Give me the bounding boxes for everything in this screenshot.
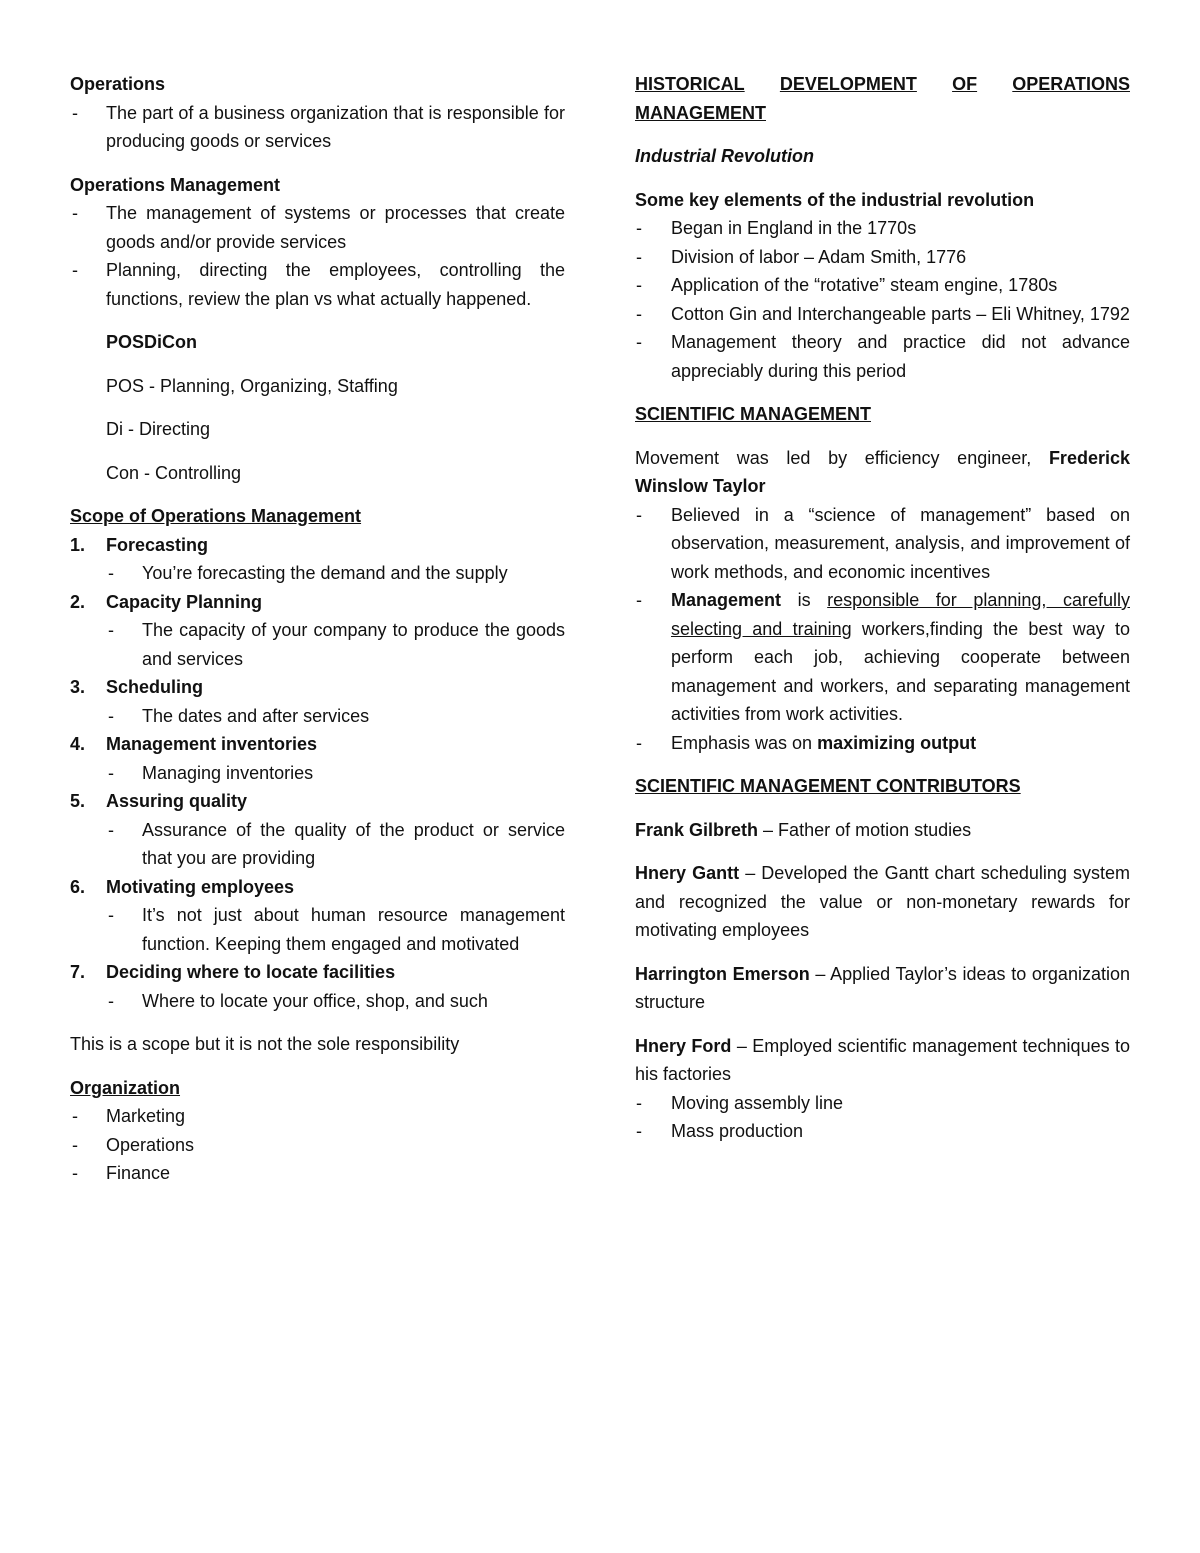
scope-item: [70, 673, 565, 730]
emphasis-text: Emphasis was on: [671, 732, 813, 753]
posdicon-line: Con - Controlling: [106, 462, 242, 483]
list-item: [600, 729, 1130, 758]
posdicon-heading: POSDiCon: [106, 332, 198, 352]
posdicon-line: Di - Directing: [106, 419, 211, 439]
scope-item-detail: - Assurance of the quality of the product or service that you are providing: [106, 816, 565, 873]
list-item: - Believed in a “science of management” based on observation, measurement, analysis, and improvement of work methods, and economic incentives: [600, 501, 1130, 587]
scope-item-title: Scheduling: [106, 677, 204, 697]
list-item: - Began in England in the 1770s: [600, 214, 1130, 243]
scientific-management-intro: [635, 444, 1130, 501]
contributor: [635, 960, 1130, 1017]
organization-list: [70, 1102, 565, 1188]
contributor-desc: – Developed the Gantt chart scheduling system and recognized the value or non-monetary rewards for motivating employees: [635, 863, 1130, 940]
scope-item-number: 4.: [70, 734, 86, 754]
scope-item-number: 3.: [70, 677, 86, 697]
right-column: [635, 70, 1130, 1146]
list-item: - Planning, directing the employees, controlling the functions, review the plan vs what actually happened.: [70, 256, 565, 313]
scientific-management-heading: SCIENTIFIC MANAGEMENT: [635, 404, 871, 424]
ford-list: [600, 1089, 1130, 1146]
operations-def-list: [70, 99, 565, 156]
history-title-word: OPERATIONS: [1012, 74, 1130, 94]
history-title-word: HISTORICAL: [635, 74, 745, 94]
industrial-revolution-heading: Industrial Revolution: [635, 146, 815, 166]
contributor-name: Hnery Gantt: [635, 863, 740, 883]
history-title-word: OF: [952, 74, 978, 94]
history-title-word: DEVELOPMENT: [779, 74, 917, 94]
list-item: - Application of the “rotative” steam engine, 1780s: [600, 271, 1130, 300]
contributor-name: Hnery Ford: [635, 1035, 732, 1056]
scope-item-title: Motivating employees: [106, 876, 295, 897]
intro-text: Movement was led by efficiency engineer,: [635, 447, 1032, 468]
scope-item-title: Management inventories: [106, 734, 318, 754]
intro-name: Frederick Winslow Taylor: [635, 447, 1130, 496]
history-title: [635, 70, 1130, 99]
history-title-line2: MANAGEMENT: [635, 102, 766, 123]
left-column: [70, 70, 565, 1188]
list-item: - Operations: [70, 1131, 565, 1160]
scope-item-detail: - It’s not just about human resource management function. Keeping them engaged and motivated: [106, 901, 565, 958]
scope-item-detail: - The capacity of your company to produce the goods and services: [106, 616, 565, 673]
scope-item-number: 7.: [70, 962, 86, 982]
scope-heading: Scope of Operations Management: [70, 506, 362, 526]
list-item: - Mass production: [600, 1117, 1130, 1146]
scope-item-detail: - You’re forecasting the demand and the supply: [106, 559, 565, 588]
organization-heading: Organization: [70, 1077, 181, 1098]
scope-list: [70, 531, 565, 1016]
list-item: - Management theory and practice did not advance appreciably during this period: [600, 328, 1130, 385]
list-item: - Division of labor – Adam Smith, 1776: [600, 243, 1130, 272]
management-bold: Management: [671, 590, 782, 610]
scope-note: This is a scope but it is not the sole responsibility: [70, 1034, 460, 1054]
scope-item-number: 6.: [70, 876, 86, 897]
scope-item-title: Capacity Planning: [106, 591, 263, 612]
list-item: [600, 586, 1130, 729]
underlined-phrase: responsible for planning, carefully selecting and training: [671, 590, 1130, 639]
operations-management-heading: Operations Management: [70, 174, 281, 195]
scope-item-number: 5.: [70, 791, 86, 811]
scope-item-title: Forecasting: [106, 534, 209, 555]
scope-item-number: 1.: [70, 534, 86, 555]
scope-item: [70, 730, 565, 787]
contributor-name: Frank Gilbreth: [635, 819, 759, 840]
contributor-name: Harrington Emerson: [635, 963, 810, 984]
contributor: [635, 1032, 1130, 1089]
scope-item-number: 2.: [70, 591, 86, 612]
scope-item: [70, 787, 565, 873]
list-item: - Moving assembly line: [600, 1089, 1130, 1118]
is-text: is: [797, 590, 811, 610]
scope-item: [70, 958, 565, 1015]
list-item: - The management of systems or processes that create goods and/or provide services: [70, 199, 565, 256]
contributors-heading: SCIENTIFIC MANAGEMENT CONTRIBUTORS: [635, 776, 1021, 796]
list-item: - The part of a business organization that is responsible for producing goods or services: [70, 99, 565, 156]
scope-item: [70, 588, 565, 674]
key-elements-list: [600, 214, 1130, 385]
scientific-management-list: [600, 501, 1130, 758]
scope-item: [70, 531, 565, 588]
contributor-desc: – Father of motion studies: [763, 819, 972, 840]
scope-item: [70, 873, 565, 959]
scope-item-title: Assuring quality: [106, 791, 248, 811]
operations-heading: Operations: [70, 74, 166, 94]
scope-item-title: Deciding where to locate facilities: [106, 962, 396, 982]
scope-item-detail: - The dates and after services: [106, 702, 565, 731]
contributor-desc: – Employed scientific management techniques to his factories: [635, 1035, 1130, 1084]
rest-text: workers,finding the best way to perform each job, achieving cooperate between management and workers, and separating management activities from work activities.: [671, 618, 1130, 724]
contributor: [635, 816, 1130, 845]
contributor: [635, 859, 1130, 945]
list-item: - Finance: [70, 1159, 565, 1188]
scope-item-detail: - Managing inventories: [106, 759, 565, 788]
list-item: - Marketing: [70, 1102, 565, 1131]
operations-management-list: [70, 199, 565, 313]
contributor-desc: – Applied Taylor’s ideas to organization structure: [635, 963, 1130, 1012]
posdicon-line: POS - Planning, Organizing, Staffing: [106, 375, 398, 396]
scope-item-detail: - Where to locate your office, shop, and such: [106, 987, 565, 1016]
key-elements-heading: Some key elements of the industrial revolution: [635, 189, 1035, 210]
emphasis-bold: maximizing output: [817, 732, 977, 753]
list-item: - Cotton Gin and Interchangeable parts – Eli Whitney, 1792: [600, 300, 1130, 329]
